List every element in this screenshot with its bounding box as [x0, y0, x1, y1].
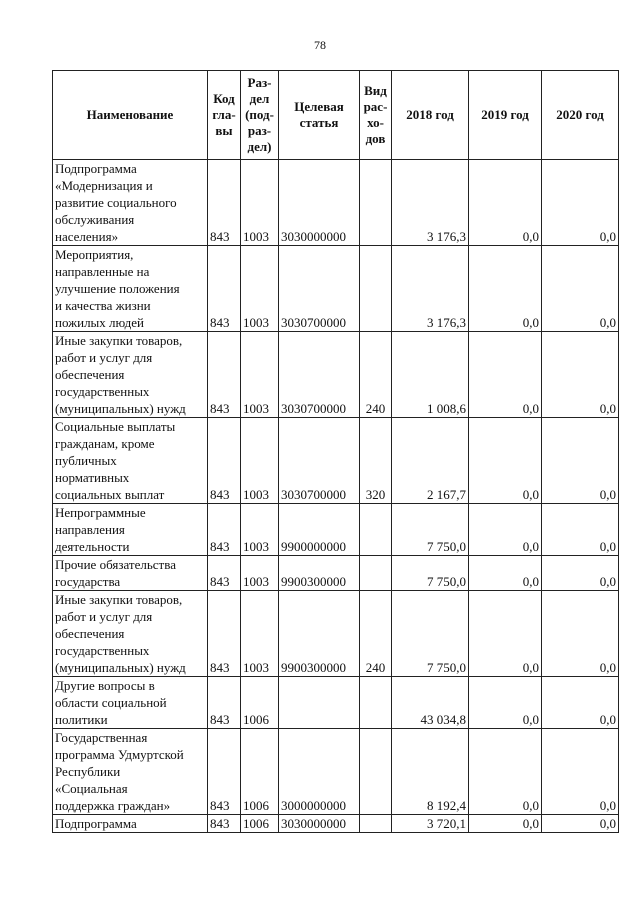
cell-name: Прочие обязательства государства — [53, 556, 208, 591]
table-row — [53, 815, 619, 833]
cell-2018: 43 034,8 — [392, 677, 469, 729]
cell-name: Иные закупки товаров, работ и услуг для обеспечения государственных (муниципальных) нужд — [53, 332, 208, 418]
cell-target-article: 3000000000 — [279, 729, 360, 815]
table-row — [53, 556, 619, 591]
cell-target-article — [279, 677, 360, 729]
cell-section: 1006 — [241, 677, 279, 729]
cell-section: 1006 — [241, 815, 279, 833]
cell-expense-type — [360, 246, 392, 332]
cell-expense-type — [360, 815, 392, 833]
cell-target-article: 3030700000 — [279, 246, 360, 332]
cell-section: 1003 — [241, 246, 279, 332]
cell-2018: 3 720,1 — [392, 815, 469, 833]
cell-2019: 0,0 — [469, 160, 542, 246]
cell-chapter-code: 843 — [208, 332, 241, 418]
cell-chapter-code: 843 — [208, 729, 241, 815]
cell-expense-type — [360, 160, 392, 246]
cell-target-article: 9900000000 — [279, 504, 360, 556]
cell-section: 1006 — [241, 729, 279, 815]
cell-2018: 7 750,0 — [392, 556, 469, 591]
cell-section: 1003 — [241, 504, 279, 556]
cell-expense-type — [360, 556, 392, 591]
cell-name: Социальные выплаты гражданам, кроме публичных нормативных социальных выплат — [53, 418, 208, 504]
cell-expense-type — [360, 504, 392, 556]
cell-section: 1003 — [241, 418, 279, 504]
cell-expense-type — [360, 677, 392, 729]
cell-target-article: 9900300000 — [279, 591, 360, 677]
cell-name: Подпрограмма — [53, 815, 208, 833]
header-chapter-code: Код гла- вы — [208, 71, 241, 160]
cell-2020: 0,0 — [542, 556, 619, 591]
cell-2018: 7 750,0 — [392, 591, 469, 677]
cell-2018: 2 167,7 — [392, 418, 469, 504]
cell-2019: 0,0 — [469, 246, 542, 332]
cell-expense-type: 240 — [360, 332, 392, 418]
header-row — [53, 71, 619, 160]
cell-section: 1003 — [241, 332, 279, 418]
cell-expense-type: 320 — [360, 418, 392, 504]
cell-2018: 7 750,0 — [392, 504, 469, 556]
cell-2020: 0,0 — [542, 504, 619, 556]
cell-chapter-code: 843 — [208, 246, 241, 332]
page-number: 78 — [314, 38, 326, 52]
cell-2018: 8 192,4 — [392, 729, 469, 815]
table-row — [53, 591, 619, 677]
cell-chapter-code: 843 — [208, 504, 241, 556]
cell-name: Иные закупки товаров, работ и услуг для обеспечения государственных (муниципальных) нужд — [53, 591, 208, 677]
cell-2019: 0,0 — [469, 677, 542, 729]
cell-chapter-code: 843 — [208, 160, 241, 246]
cell-2020: 0,0 — [542, 160, 619, 246]
table-row — [53, 677, 619, 729]
cell-expense-type — [360, 729, 392, 815]
cell-2019: 0,0 — [469, 591, 542, 677]
cell-2019: 0,0 — [469, 556, 542, 591]
cell-2019: 0,0 — [469, 815, 542, 833]
cell-2019: 0,0 — [469, 418, 542, 504]
cell-section: 1003 — [241, 556, 279, 591]
cell-chapter-code: 843 — [208, 815, 241, 833]
header-2018: 2018 год — [392, 71, 469, 160]
table-row — [53, 246, 619, 332]
cell-chapter-code: 843 — [208, 591, 241, 677]
cell-2020: 0,0 — [542, 591, 619, 677]
cell-name: Государственная программа Удмуртской Республики «Социальная поддержка граждан» — [53, 729, 208, 815]
table-row — [53, 729, 619, 815]
cell-2018: 3 176,3 — [392, 246, 469, 332]
cell-2019: 0,0 — [469, 504, 542, 556]
cell-target-article: 3030000000 — [279, 160, 360, 246]
cell-name: Подпрограмма «Модернизация и развитие социального обслуживания населения» — [53, 160, 208, 246]
cell-name: Другие вопросы в области социальной политики — [53, 677, 208, 729]
table-row — [53, 160, 619, 246]
cell-2020: 0,0 — [542, 677, 619, 729]
cell-2020: 0,0 — [542, 246, 619, 332]
cell-section: 1003 — [241, 591, 279, 677]
table-row — [53, 418, 619, 504]
cell-2018: 1 008,6 — [392, 332, 469, 418]
cell-expense-type: 240 — [360, 591, 392, 677]
cell-2020: 0,0 — [542, 815, 619, 833]
cell-target-article: 3030700000 — [279, 418, 360, 504]
cell-target-article: 3030700000 — [279, 332, 360, 418]
table-row — [53, 504, 619, 556]
header-target-article: Целевая статья — [279, 71, 360, 160]
header-name: Наименование — [53, 71, 208, 160]
header-2020: 2020 год — [542, 71, 619, 160]
cell-2019: 0,0 — [469, 729, 542, 815]
cell-2020: 0,0 — [542, 729, 619, 815]
budget-table — [52, 70, 619, 833]
cell-chapter-code: 843 — [208, 556, 241, 591]
cell-chapter-code: 843 — [208, 677, 241, 729]
cell-2019: 0,0 — [469, 332, 542, 418]
cell-2020: 0,0 — [542, 418, 619, 504]
header-expense-type: Вид рас- хо- дов — [360, 71, 392, 160]
cell-chapter-code: 843 — [208, 418, 241, 504]
cell-2018: 3 176,3 — [392, 160, 469, 246]
table-row — [53, 332, 619, 418]
cell-name: Непрограммные направления деятельности — [53, 504, 208, 556]
cell-section: 1003 — [241, 160, 279, 246]
cell-target-article: 3030000000 — [279, 815, 360, 833]
cell-2020: 0,0 — [542, 332, 619, 418]
header-2019: 2019 год — [469, 71, 542, 160]
cell-target-article: 9900300000 — [279, 556, 360, 591]
header-section: Раз- дел (под- раз- дел) — [241, 71, 279, 160]
table-body — [53, 160, 619, 833]
cell-name: Мероприятия, направленные на улучшение положения и качества жизни пожилых людей — [53, 246, 208, 332]
